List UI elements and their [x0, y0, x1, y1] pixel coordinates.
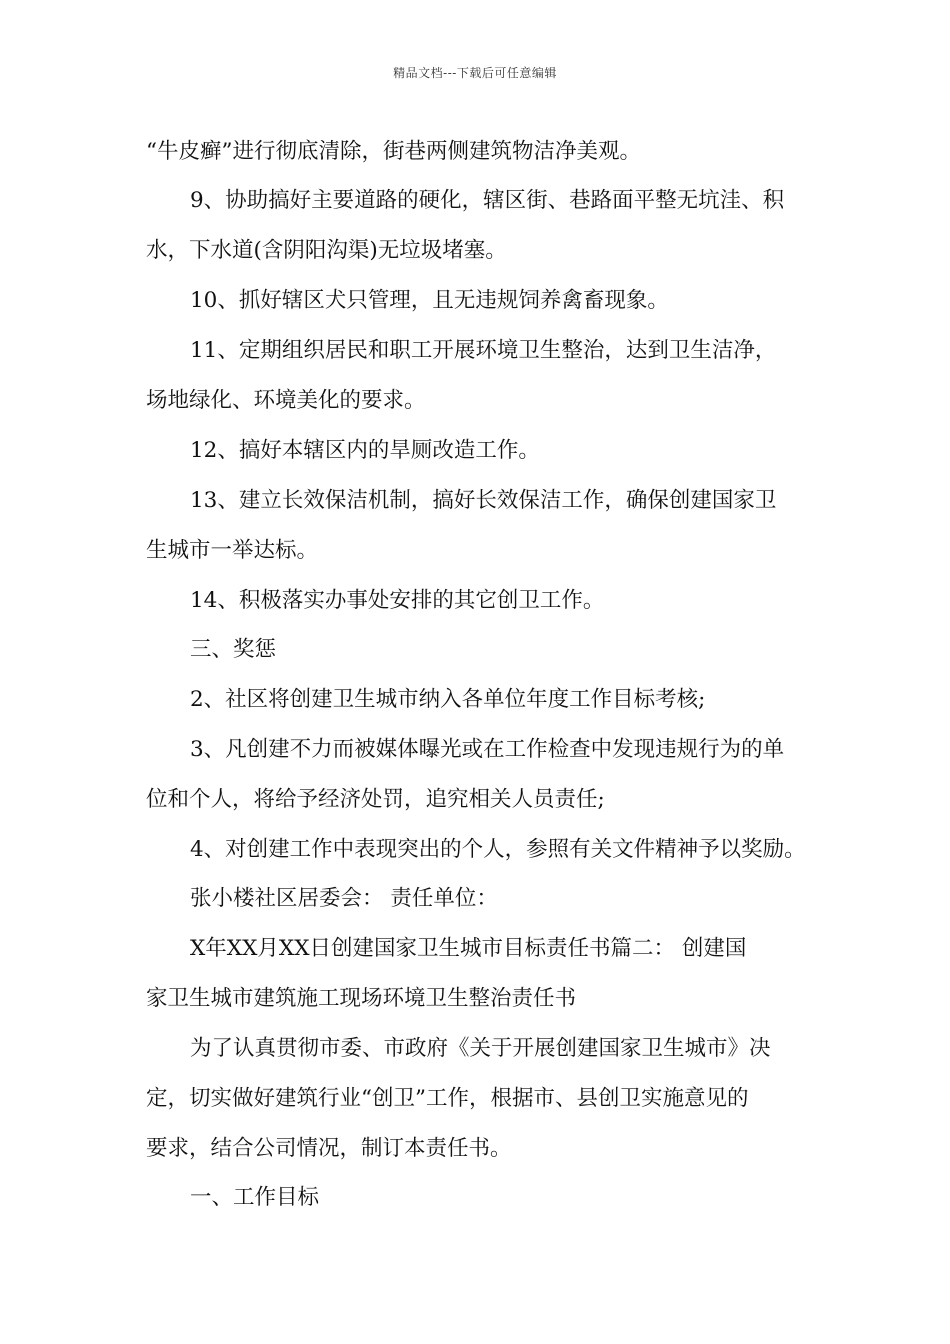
section-heading: 三、奖惩: [190, 637, 277, 662]
paragraph-line: 为了认真贯彻市委、市政府《关于开展创建国家卫生城市》决: [190, 1036, 771, 1061]
paragraph-line: 12、搞好本辖区内的旱厕改造工作。: [190, 438, 540, 463]
paragraph-line: 要求，结合公司情况，制订本责任书。: [146, 1136, 512, 1161]
paragraph-line: 9、协助搞好主要道路的硬化，辖区街、巷路面平整无坑洼、积: [190, 188, 785, 213]
section-heading: 一、工作目标: [190, 1185, 320, 1210]
paragraph-line: 场地绿化、环境美化的要求。: [146, 388, 426, 413]
paragraph-line: “牛皮癣”进行彻底清除，街巷两侧建筑物洁净美观。: [146, 139, 641, 164]
paragraph-line: 14、积极落实办事处安排的其它创卫工作。: [190, 588, 605, 613]
paragraph-line: 13、建立长效保洁机制，搞好长效保洁工作，确保创建国家卫: [190, 488, 777, 513]
signature-line: 张小楼社区居委会： 责任单位：: [190, 886, 498, 911]
paragraph-line: X年XX月XX日创建国家卫生城市目标责任书篇二： 创建国: [190, 936, 747, 961]
page-header: 精品文档---下载后可任意编辑: [393, 66, 557, 80]
paragraph-line: 2、社区将创建卫生城市纳入各单位年度工作目标考核;: [190, 687, 706, 712]
paragraph-line: 10、抓好辖区犬只管理，且无违规饲养禽畜现象。: [190, 288, 669, 313]
paragraph-line: 11、定期组织居民和职工开展环境卫生整治，达到卫生洁净，: [190, 338, 777, 363]
paragraph-line: 生城市一举达标。: [146, 538, 319, 563]
paragraph-line: 家卫生城市建筑施工现场环境卫生整治责任书: [146, 986, 577, 1011]
paragraph-line: 4、对创建工作中表现突出的个人，参照有关文件精神予以奖励。: [190, 837, 806, 862]
paragraph-line: 位和个人，将给予经济处罚，追究相关人员责任;: [146, 787, 605, 812]
paragraph-line: 3、凡创建不力而被媒体曝光或在工作检查中发现违规行为的单: [190, 737, 785, 762]
paragraph-line: 水，下水道(含阴阳沟渠)无垃圾堵塞。: [146, 238, 507, 263]
paragraph-line: 定，切实做好建筑行业“创卫”工作，根据市、县创卫实施意见的: [146, 1086, 749, 1111]
